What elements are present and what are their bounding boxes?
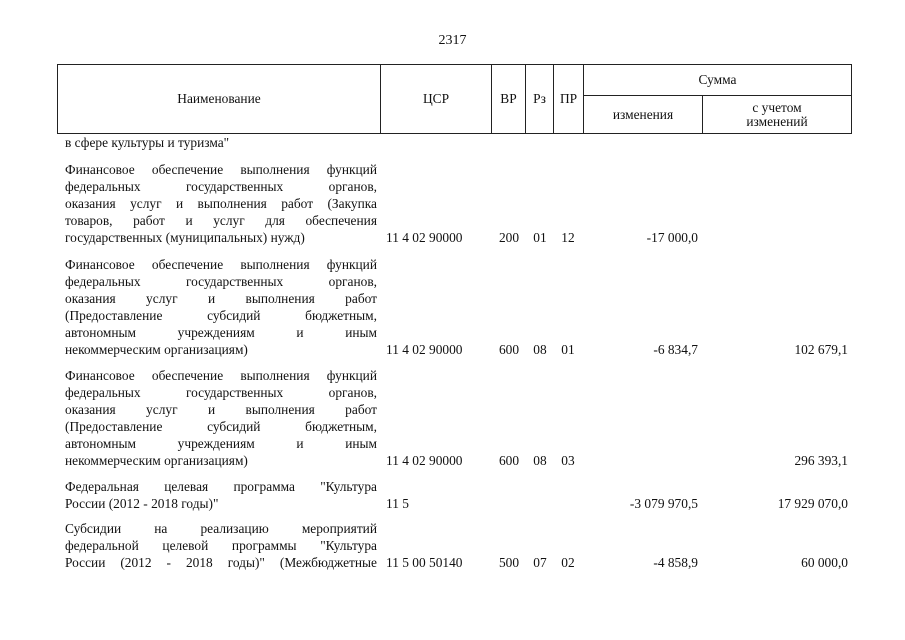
header-border-right [851,64,852,134]
row-name-line: федеральных государственных органов, [65,274,377,289]
row-pr: 03 [561,453,575,468]
row-name-line: (Предоставление субсидий бюджетным, [65,419,377,434]
table-header [57,64,852,134]
row-name-line: Субсидии на реализацию мероприятий [65,521,377,536]
row-name-line: России (2012 - 2018 годы)" (Межбюджетные [65,555,377,570]
row-name-line: оказания услуг и выполнения работ [65,402,377,417]
header-name: Наименование [177,91,261,106]
row-total: 296 393,1 [794,453,848,468]
row-csr: 11 4 02 90000 [386,230,463,245]
row-name-line: в сфере культуры и туризма" [65,135,230,150]
row-name [65,520,377,571]
header-change: изменения [612,106,674,122]
row-name-line: оказания услуг и выполнения работ [65,291,377,306]
row-rz: 08 [533,453,547,468]
row-vr: 600 [498,453,520,468]
row-name-line: федеральных государственных органов, [65,385,377,400]
row-rz: 08 [533,342,547,357]
row-total: 102 679,1 [794,342,848,357]
row-name-line: некоммерческим организациям) [65,342,248,357]
row-csr: 11 4 02 90000 [386,342,463,357]
row-csr: 11 4 02 90000 [386,453,463,468]
row-change: -3 079 970,5 [629,496,698,511]
row-name-line: Финансовое обеспечение выполнения функций [65,257,377,272]
row-name-line: автономным учреждениям и иным [65,325,377,340]
row-change: -4 858,9 [653,555,698,570]
row-name-line: Финансовое обеспечение выполнения функций [65,368,377,383]
header-with-change [703,96,851,133]
row-total: 17 929 070,0 [777,496,848,511]
row-name-line: России (2012 - 2018 годы)" [65,496,219,511]
page-number: 2317 [438,33,467,48]
row-name [65,367,377,469]
header-pr: ПР [559,91,578,106]
header-rz: Рз [533,91,546,106]
row-name-line: государственных (муниципальных) нужд) [65,230,305,245]
row-name [65,134,377,151]
row-name-line: (Предоставление субсидий бюджетным, [65,308,377,323]
row-vr: 600 [498,342,520,357]
header-with-change-line2: изменений [746,113,808,129]
row-name [65,478,377,512]
header-with-change-line1: с учетом [752,99,802,115]
row-name [65,256,377,358]
row-name-line: Финансовое обеспечение выполнения функций [65,162,377,177]
row-pr: 12 [561,230,575,245]
row-name-line: оказания услуг и выполнения работ (Закупка [65,196,377,211]
row-name-line: автономным учреждениям и иным [65,436,377,451]
row-name-line: товаров, работ и услуг для обеспечения [65,213,377,228]
row-rz: 07 [533,555,547,570]
row-name-line: федеральной целевой программы "Культура [65,538,377,553]
row-vr: 200 [498,230,520,245]
row-name [65,161,377,246]
row-change: -6 834,7 [653,342,698,357]
row-csr: 11 5 00 50140 [386,555,463,570]
row-pr: 01 [561,342,575,357]
row-name-line: некоммерческим организациям) [65,453,248,468]
row-total: 60 000,0 [801,555,848,570]
row-name-line: федеральных государственных органов, [65,179,377,194]
row-name-line: Федеральная целевая программа "Культура [65,479,377,494]
row-vr: 500 [498,555,520,570]
row-pr: 02 [561,555,575,570]
row-change: -17 000,0 [646,230,698,245]
header-vr: ВР [500,91,517,106]
header-csr: ЦСР [422,91,450,106]
row-csr: 11 5 [386,496,409,511]
header-sum: Сумма [698,72,737,87]
row-rz: 01 [533,230,547,245]
